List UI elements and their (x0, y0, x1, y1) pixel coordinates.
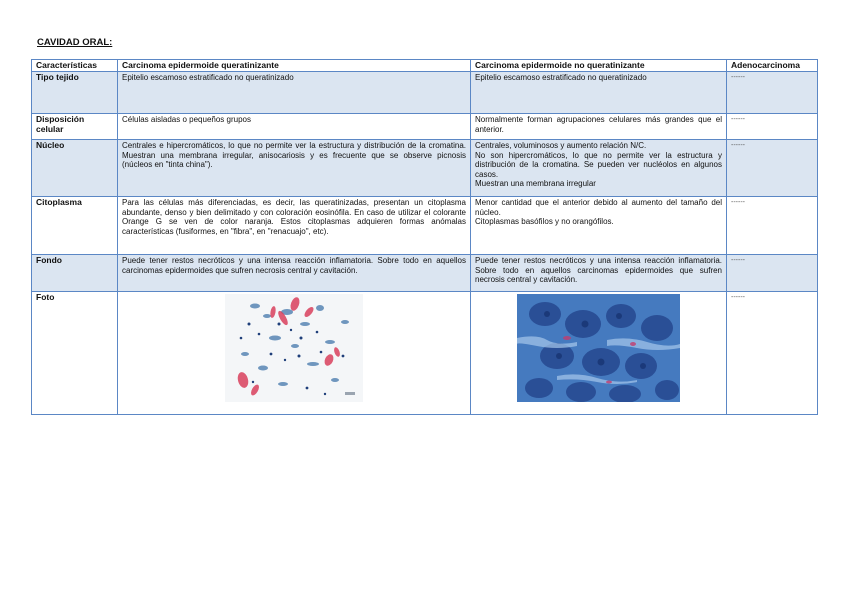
table-row (32, 197, 818, 255)
citoplasma-line-1: Menor cantidad que el anterior debido al aumento del tamaño del núcleo. (475, 198, 722, 217)
table-row (32, 292, 818, 415)
cell-nucleo-queratinizante: Centrales e hipercromáticos, lo que no permite ver la estructura y distribución de la cromatina. Muestran una membrana irregular, anisocariosis y es frecuente que se observe picnosis (núcleos en "tinta china"). (118, 140, 471, 197)
row-label-citoplasma: Citoplasma (32, 197, 118, 255)
cell-nucleo-no-queratinizante (471, 140, 727, 197)
table-row (32, 72, 818, 114)
table-row (32, 255, 818, 292)
cell-tipo-no-queratinizante: Epitelio escamoso estratificado no queratinizado (471, 72, 727, 114)
row-label-fondo: Fondo (32, 255, 118, 292)
header-row (32, 60, 818, 72)
cell-disposicion-no-queratinizante: Normalmente forman agrupaciones celulares más grandes que el anterior. (471, 114, 727, 140)
nucleo-line-1: Centrales, voluminosos y aumento relación N/C. (475, 141, 647, 151)
citoplasma-line-2: Citoplasmas basófilos y no orangófilos. (475, 217, 614, 227)
cell-citoplasma-queratinizante: Para las células más diferenciadas, es decir, las queratinizadas, presentan un citoplasma abundante, denso y bien delimitado y con coloración eosinófila. En caso de utilizar el colorante Orange G se ven de color naranja. Estos citoplasmas adquieren formas anómalas características (fusiformes, en "fibra", en "renacuajo", etc). (118, 197, 471, 255)
cell-nucleo-adenocarcinoma: ------ (727, 140, 818, 197)
page-title: CAVIDAD ORAL: (37, 37, 113, 48)
row-label-nucleo: Núcleo (32, 140, 118, 197)
nucleo-line-3: Muestran una membrana irregular (475, 179, 596, 189)
cell-fondo-no-queratinizante: Puede tener restos necróticos y una intensa reacción inflamatoria. Sobre todo en aquellos carcinomas epidermoides que sufren necrosis central y cavitación. (471, 255, 727, 292)
row-label-tipo: Tipo tejido (32, 72, 118, 114)
table-row (32, 114, 818, 140)
cell-foto-no-queratinizante (471, 292, 727, 415)
nucleo-line-2: No son hipercromáticos, lo que no permite ver la estructura y distribución de la cromatina. Se pueden ver nucléolos en algunos casos. (475, 150, 722, 179)
header-queratinizante: Carcinoma epidermoide queratinizante (118, 60, 471, 72)
cell-citoplasma-adenocarcinoma: ------ (727, 197, 818, 255)
cell-disposicion-adenocarcinoma: ------ (727, 114, 818, 140)
cell-disposicion-queratinizante: Células aisladas o pequeños grupos (118, 114, 471, 140)
comparison-table (31, 59, 818, 415)
cell-fondo-queratinizante: Puede tener restos necróticos y una intensa reacción inflamatoria. Sobre todo en aquellos carcinomas epidermoides que sufren necrosis central y cavitación. (118, 255, 471, 292)
cell-tipo-adenocarcinoma: ------ (727, 72, 818, 114)
header-caracteristicas: Características (32, 60, 118, 72)
cell-tipo-queratinizante: Epitelio escamoso estratificado no queratinizado (118, 72, 471, 114)
cell-foto-adenocarcinoma: ------ (727, 292, 818, 415)
row-label-disposicion: Disposición celular (32, 114, 118, 140)
row-label-foto: Foto (32, 292, 118, 415)
cell-citoplasma-no-queratinizante (471, 197, 727, 255)
header-no-queratinizante: Carcinoma epidermoide no queratinizante (471, 60, 727, 72)
header-adenocarcinoma: Adenocarcinoma (727, 60, 818, 72)
cell-foto-queratinizante (118, 292, 471, 415)
table-row (32, 140, 818, 197)
cell-fondo-adenocarcinoma: ------ (727, 255, 818, 292)
micrograph-queratinizante (225, 294, 363, 402)
micrograph-no-queratinizante (517, 294, 680, 402)
